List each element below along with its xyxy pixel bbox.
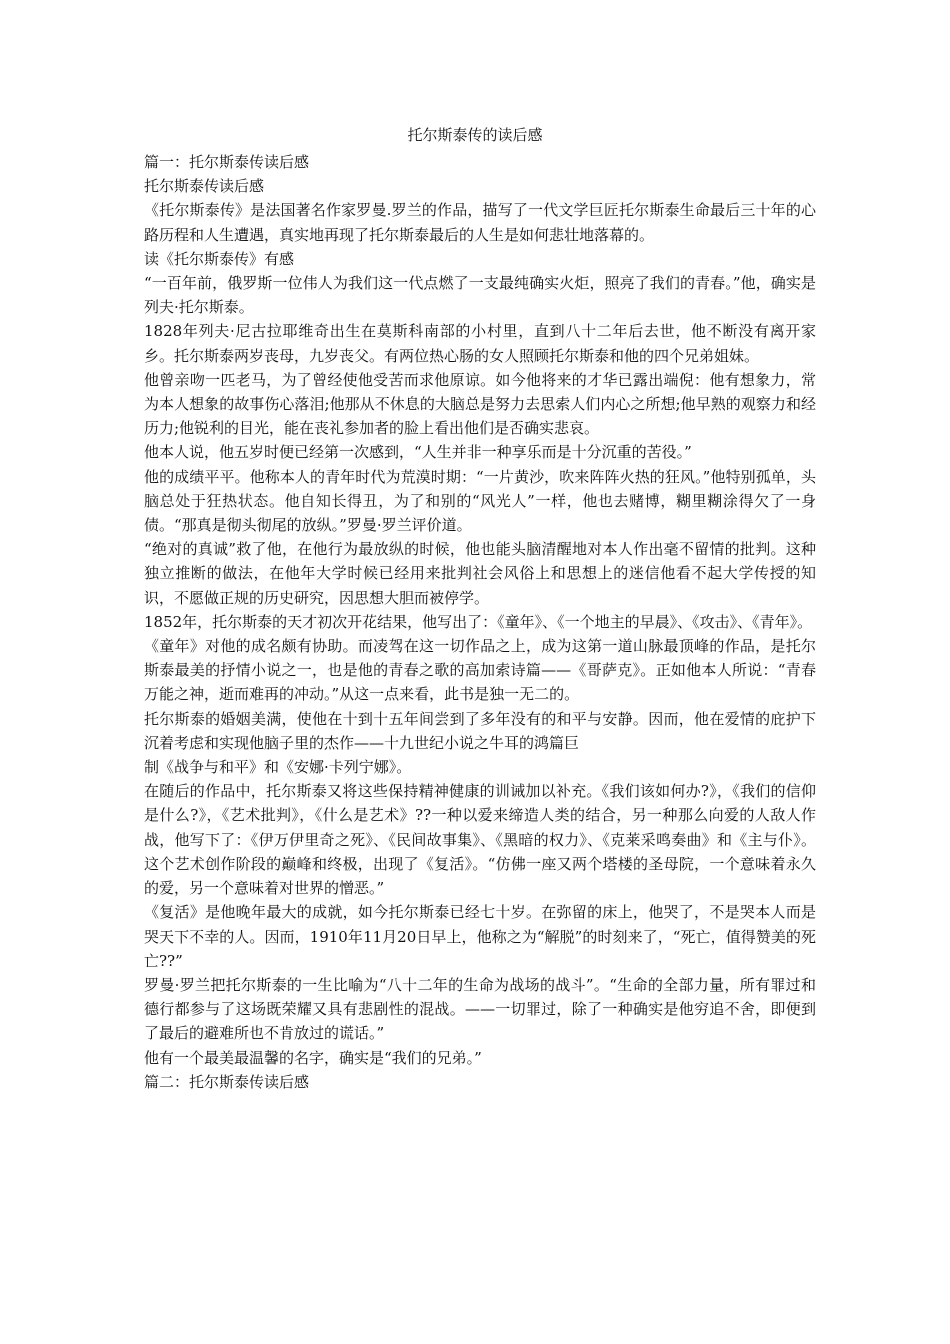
paragraph-heading: 读《托尔斯泰传》有感 (144, 249, 295, 268)
paragraph: 1828年列夫·尼古拉耶维奇出生在莫斯科南部的小村里，直到八十二年后去世，他不断没有离开家乡。托尔斯泰两岁丧母，九岁丧父。有两位热心肠的女人照顾托尔斯泰和他的四个兄弟姐妹。 (144, 322, 816, 365)
paragraph: 罗曼·罗兰把托尔斯泰的一生比喻为“八十二年的生命为战场的战斗”。“生命的全部力量，所有罪过和德行都参与了这场既荣耀又具有悲剧性的混战。——一切罪过，除了一种确实是他穷追不舍，即便到了最后的避难所也不肯放过的谎话。” (144, 975, 816, 1043)
paragraph: 《童年》对他的成名颇有协助。而凌驾在这一切作品之上，成为这第一道山脉最顶峰的作品，是托尔斯泰最美的抒情小说之一，也是他的青春之歌的高加索诗篇——《哥萨克》。正如他本人所说：“青春万能之神，逝而难再的冲动。”从这一点来看，此书是独一无二的。 (144, 637, 816, 704)
section-heading-1: 篇一：托尔斯泰传读后感 (144, 153, 310, 171)
paragraph: 他有一个最美最温馨的名字，确实是“我们的兄弟。” (144, 1048, 482, 1067)
paragraph: “绝对的真诚”救了他，在他行为最放纵的时候，他也能头脑清醒地对本人作出毫不留情的批判。这种独立推断的做法，在他年大学时候已经用来批判社会风俗上和思想上的迷信他看不起大学传授的知识，不愿做正规的历史研究，因思想大胆而被停学。 (144, 540, 816, 607)
subtitle: 托尔斯泰传读后感 (144, 177, 265, 196)
paragraph: 《托尔斯泰传》是法国著名作家罗曼.罗兰的作品，描写了一代文学巨匠托尔斯泰生命最后三十年的心路历程和人生遭遇，真实地再现了托尔斯泰最后的人生是如何悲壮地落幕的。 (144, 201, 816, 244)
paragraph: 托尔斯泰的婚姻美满，使他在十到十五年间尝到了多年没有的和平与安静。因而，他在爱情的庇护下沉着考虑和实现他脑子里的杰作——十九世纪小说之牛耳的鸿篇巨 (144, 709, 816, 752)
paragraph: 他曾亲吻一匹老马，为了曾经使他受苦而求他原谅。如今他将来的才华已露出端倪：他有想象力，常为本人想象的故事伤心落泪;他那从不休息的大脑总是努力去思索人们内心之所想;他早熟的观察力和经历力;他锐利的目光，能在丧礼参加者的脸上看出他们是否确实悲哀。 (144, 370, 816, 438)
paragraph: “一百年前，俄罗斯一位伟人为我们这一代点燃了一支最纯确实火炬，照亮了我们的青春。”他，确实是列夫·托尔斯泰。 (144, 274, 816, 317)
paragraph: 《复活》是他晚年最大的成就，如今托尔斯泰已经七十岁。在弥留的床上，他哭了，不是哭本人而是哭天下不幸的人。因而，1910年11月20日早上，他称之为“解脱”的时刻来了，“死亡，值得赞美的死亡??” (144, 903, 816, 970)
paragraph: 他本人说，他五岁时便已经第一次感到，“人生并非一种享乐而是十分沉重的苦役。” (144, 443, 692, 462)
paragraph: 在随后的作品中，托尔斯泰又将这些保持精神健康的训诫加以补充。《我们该如何办?》，《我们的信仰是什么?》，《艺术批判》，《什么是艺术》??一种以爱来缔造人类的结合，另一种那么向爱的人敌人作战，他写下了：《伊万伊里奇之死》、《民间故事集》、《黑暗的权力》、《克莱采鸣奏曲》和《主与仆》。这个艺术创作阶段的巅峰和终极，出现了《复活》。“仿佛一座又两个塔楼的圣母院，一个意味着永久的爱，另一个意味着对世界的憎恶。” (144, 782, 816, 898)
document-body (144, 150, 816, 1094)
paragraph: 他的成绩平平。他称本人的青年时代为荒漠时期：“一片黄沙，吹来阵阵火热的狂风。”他特别孤单，头脑总处于狂热状态。他自知长得丑，为了和别的“风光人”一样，他也去赌博，糊里糊涂得欠了一身债。“那真是彻头彻尾的放纵。”罗曼·罗兰评价道。 (144, 467, 816, 535)
document-title: 托尔斯泰传的读后感 (407, 126, 543, 144)
paragraph: 制《战争与和平》和《安娜·卡列宁娜》。 (144, 758, 412, 777)
paragraph: 1852年，托尔斯泰的天才初次开花结果，他写出了：《童年》、《一个地主的早晨》、《攻击》、《青年》。 (144, 612, 813, 631)
section-heading-2: 篇二：托尔斯泰传读后感 (144, 1072, 310, 1091)
